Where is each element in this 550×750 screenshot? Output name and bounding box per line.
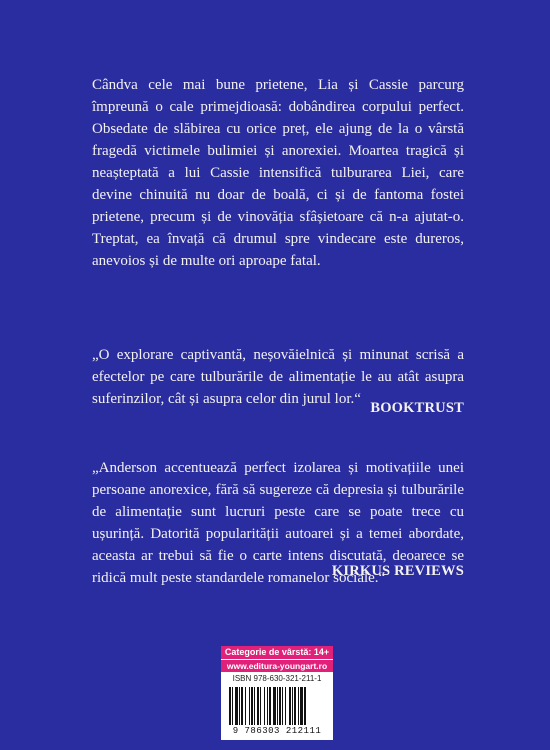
barcode-bar (285, 687, 286, 725)
barcode-bar (300, 687, 303, 725)
review-source-booktrust: BOOKTRUST (370, 400, 464, 416)
barcode-bar (245, 687, 246, 725)
barcode-bar (282, 687, 283, 725)
barcode-bar (289, 687, 291, 725)
barcode-bar (241, 687, 243, 725)
barcode-bar (229, 687, 231, 725)
barcode-bar (304, 687, 306, 725)
barcode-bar (298, 687, 299, 725)
barcode-bar (279, 687, 281, 725)
isbn-text: ISBN 978-630-321-211-1 (232, 674, 322, 683)
barcode-bar (249, 687, 250, 725)
barcode-bar (267, 687, 268, 725)
barcode-bar (264, 687, 265, 725)
barcode-bar (257, 687, 259, 725)
review-quote-kirkus: „Anderson accentuează perfect izolarea și motivațiile unei persoane anorexice, fără să sugereze că depresia și tulburările de alimentație sunt lucruri peste care se poate trece cu ușurință. Datorită popularității autoarei și a temei abordate, aceasta ar trebui să fie o carte intens discutată, deoarece se ridică mult peste standardele romanelor sociale.“ (92, 460, 464, 586)
barcode-icon (229, 687, 325, 725)
barcode-bar (235, 687, 238, 725)
barcode-bar (232, 687, 233, 725)
barcode-bar (277, 687, 278, 725)
barcode-bar (251, 687, 253, 725)
barcode-bar (260, 687, 261, 725)
barcode-bar (254, 687, 255, 725)
barcode-label (221, 646, 333, 740)
barcode-bar (269, 687, 271, 725)
barcode-digits: 9 786303 212111 (232, 726, 322, 736)
barcode-bar (294, 687, 296, 725)
age-category-badge: Categorie de vârstă: 14+ (221, 646, 333, 659)
barcode (221, 685, 333, 737)
barcode-bar (273, 687, 276, 725)
book-blurb: Cândva cele mai bune prietene, Lia și Cassie parcurg împreună o cale primejdioasă: dobândirea corpului perfect. Obsedate de slăbirea cu orice preț, ele ajung de la o vârstă fragedă victimele bulimiei și anorexiei. Moartea tragică și neașteptată a lui Cassie intensifică tulburarea Liei, care devine chinuită nu doar de boală, ci și de fantoma fostei prietene, precum și de vinovăția sfâșietoare că n-a ajutat-o. Treptat, ea învață că drumul spre vindecare este dureros, anevoios și de multe ori aproape fatal. (92, 77, 464, 269)
review-source-kirkus: KIRKUS REVIEWS (331, 563, 464, 579)
barcode-bar (239, 687, 240, 725)
barcode-bar (292, 687, 293, 725)
review-quote-booktrust: „O explorare captivantă, neșovăielnică și minunat scrisă a efectelor pe care tulburările de alimentație le au atât asupra suferinzilor, cât și asupra celor din jurul lor.“ (92, 347, 464, 407)
publisher-url: www.editura-youngart.ro (221, 660, 333, 672)
